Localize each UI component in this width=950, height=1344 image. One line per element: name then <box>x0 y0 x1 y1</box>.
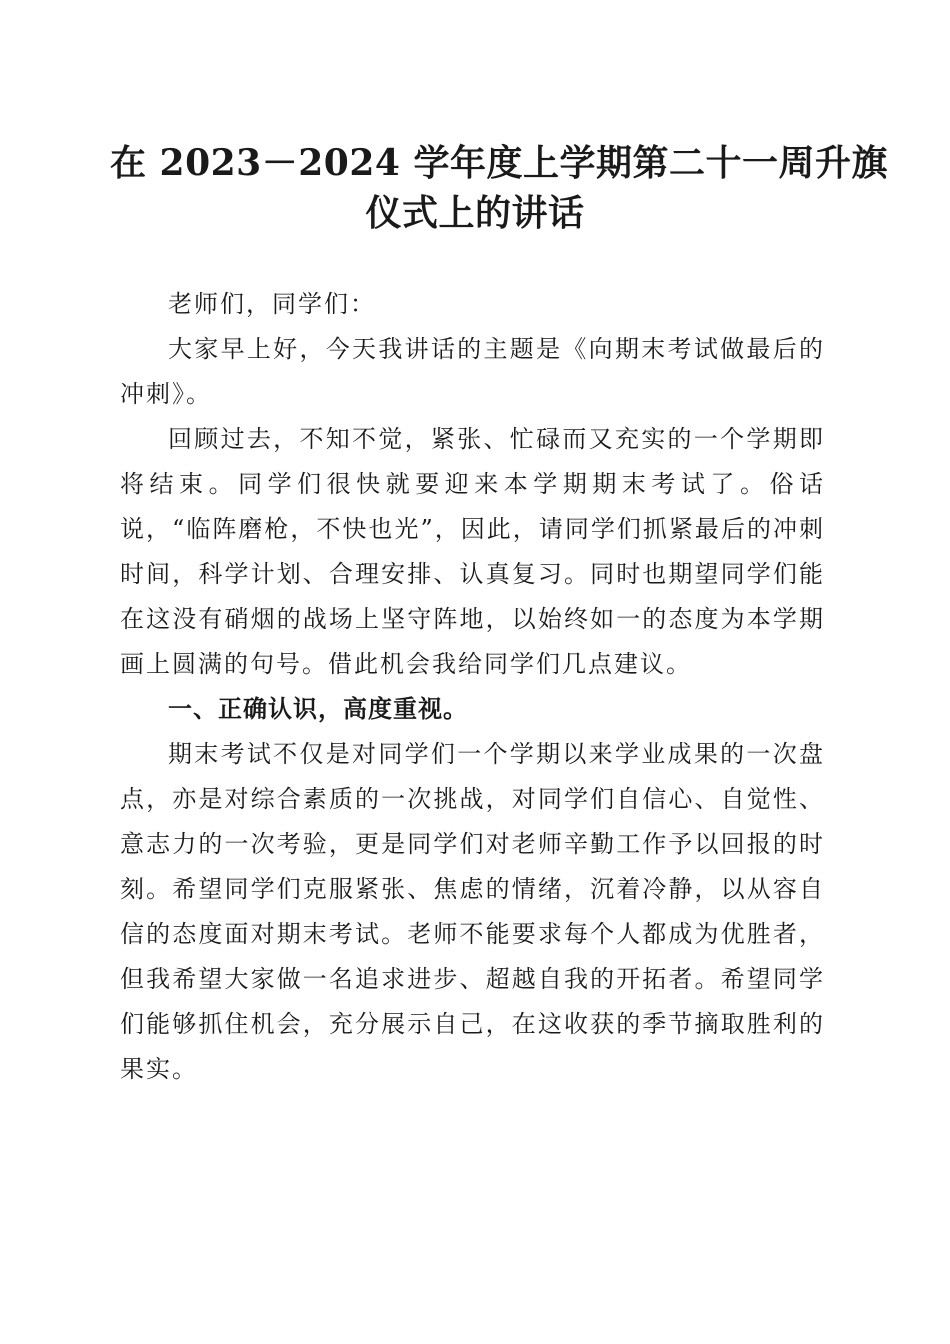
document-title <box>110 138 888 238</box>
section-paragraph: 期末考试不仅是对同学们一个学期以来学业成果的一次盘点，亦是对综合素质的一次挑战，对同学们自信心、自觉性、意志力的一次考验，更是同学们对老师辛勤工作予以回报的时刻。希望同学们克服紧张、焦虑的情绪，沉着冷静，以从容自信的态度面对期末考试。老师不能要求每个人都成为优胜者，但我希望大家做一名追求进步、超越自我的开拓者。希望同学们能够抓住机会，充分展示自己，在这收获的季节摘取胜利的果实。 <box>120 740 825 1083</box>
salutation: 老师们，同学们： <box>168 290 376 318</box>
paragraph-topic: 大家早上好，今天我讲话的主题是《向期末考试做最后的冲刺》。 <box>120 335 825 408</box>
section-heading: 一、正确认识，高度重视。 <box>168 695 468 723</box>
paragraph-review: 回顾过去，不知不觉，紧张、忙碌而又充实的一个学期即将结束。同学们很快就要迎来本学期期末考试了。俗话说，“临阵磨枪，不快也光”，因此，请同学们抓紧最后的冲刺时间，科学计划、合理安排、认真复习。同时也期望同学们能在这没有硝烟的战场上坚守阵地，以始终如一的态度为本学期画上圆满的句号。借此机会我给同学们几点建议。 <box>120 425 825 678</box>
title-line-2: 仪式上的讲话 <box>365 192 585 234</box>
title-line-1: 在 2023－2024 学年度上学期第二十一周升旗 <box>110 142 888 184</box>
document-body <box>120 282 825 1092</box>
